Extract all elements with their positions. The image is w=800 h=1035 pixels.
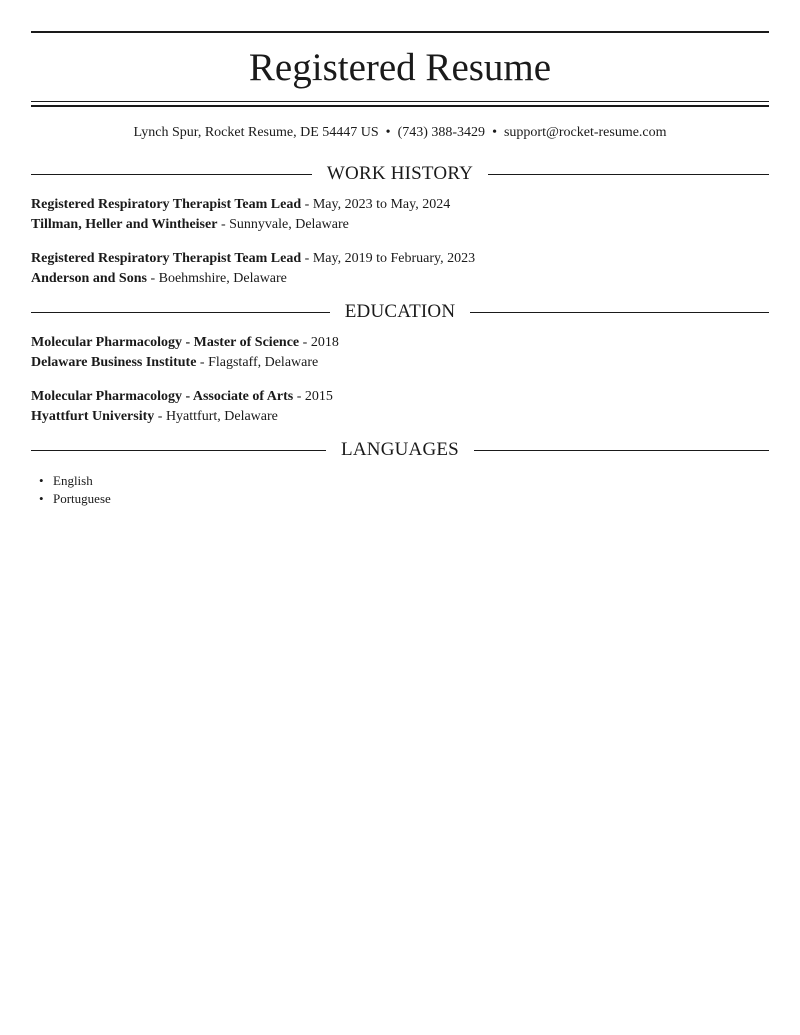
job-title: Registered Respiratory Therapist Team Lead — [31, 197, 302, 212]
divider-line — [474, 450, 769, 451]
contact-separator: • — [492, 125, 497, 140]
top-rule — [31, 31, 769, 33]
work-entry — [31, 195, 769, 235]
school-location: Flagstaff, Delaware — [208, 355, 319, 370]
company-name: Anderson and Sons — [31, 271, 147, 286]
dash: - — [299, 335, 311, 350]
school-name: Hyattfurt University — [31, 409, 155, 424]
degree-name: Molecular Pharmacology - Master of Science — [31, 335, 300, 350]
section-heading-work-history — [31, 162, 769, 186]
graduation-year: 2018 — [310, 335, 339, 350]
resume-title: Registered Resume — [248, 46, 552, 89]
dash: - — [146, 271, 159, 286]
work-title-row — [31, 195, 769, 215]
education-entry — [31, 387, 769, 427]
section-title: WORK HISTORY — [326, 163, 474, 184]
dash: - — [196, 355, 209, 370]
section-title: EDUCATION — [344, 301, 456, 322]
education-degree-row — [31, 333, 769, 353]
language-item — [39, 472, 111, 490]
graduation-year: 2015 — [304, 389, 333, 404]
divider-line — [470, 312, 769, 313]
bullet-icon: • — [39, 491, 44, 506]
title-double-rule — [31, 101, 769, 107]
work-company-row — [31, 269, 769, 289]
bullet-icon: • — [39, 473, 44, 488]
language-name: Portuguese — [53, 491, 111, 506]
work-title-row — [31, 249, 769, 269]
work-entry — [31, 249, 769, 289]
job-dates: May, 2023 to May, 2024 — [312, 197, 451, 212]
job-dates: May, 2019 to February, 2023 — [312, 251, 476, 266]
dash: - — [217, 217, 230, 232]
company-name: Tillman, Heller and Wintheiser — [31, 217, 218, 232]
dash: - — [293, 389, 305, 404]
divider-line — [31, 312, 330, 313]
company-location: Boehmshire, Delaware — [158, 271, 287, 286]
company-location: Sunnyvale, Delaware — [229, 217, 349, 232]
school-name: Delaware Business Institute — [31, 355, 197, 370]
divider-line — [31, 174, 312, 175]
contact-separator: • — [385, 125, 391, 140]
divider-line — [31, 450, 326, 451]
dash: - — [301, 251, 313, 266]
work-company-row — [31, 215, 769, 235]
school-location: Hyattfurt, Delaware — [165, 409, 278, 424]
language-name: English — [53, 473, 93, 488]
language-item — [39, 490, 111, 508]
education-entry — [31, 333, 769, 373]
education-school-row — [31, 353, 769, 373]
education-degree-row — [31, 387, 769, 407]
education-school-row — [31, 407, 769, 427]
degree-name: Molecular Pharmacology - Associate of Arts — [31, 389, 294, 404]
job-title: Registered Respiratory Therapist Team Lead — [31, 251, 302, 266]
dash: - — [154, 409, 166, 424]
dash: - — [301, 197, 313, 212]
section-heading-education — [31, 300, 769, 324]
contact-phone: (743) 388-3429 — [397, 125, 486, 140]
contact-line — [31, 123, 769, 143]
contact-address: Lynch Spur, Rocket Resume, DE 54447 US — [133, 125, 379, 140]
divider-line — [488, 174, 769, 175]
languages-list — [39, 472, 111, 508]
contact-email: support@rocket-resume.com — [503, 125, 667, 140]
section-title: LANGUAGES — [341, 439, 459, 460]
section-heading-languages — [31, 438, 769, 462]
